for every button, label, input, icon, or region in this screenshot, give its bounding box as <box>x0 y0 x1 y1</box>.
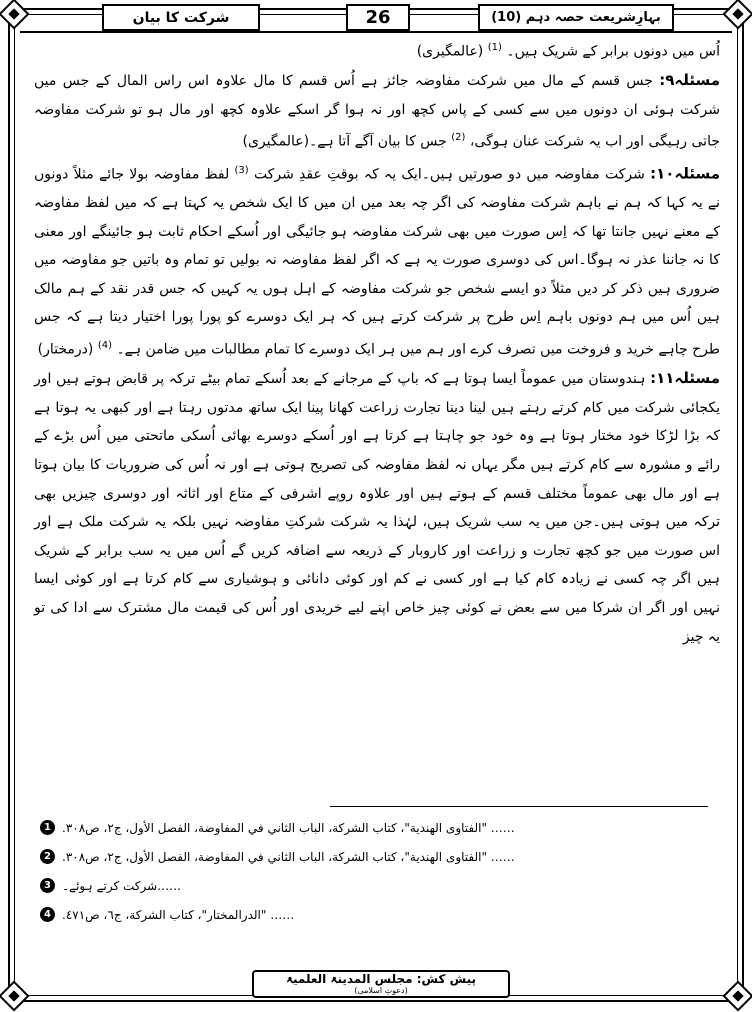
footnote-text: …… "الفتاوى الهندية"، كتاب الشركة، الباب الثاني في المفاوضة، الفصل الأول، ج٢، ص٣٠٨. <box>62 850 515 864</box>
paragraph-text: شرکت مفاوضہ میں دو صورتیں ہیں۔ایک یہ کہ بوقتِ عقدِ شرکت <box>253 166 645 183</box>
paragraph-text: جس قسم کے مال میں شرکت مفاوضہ جائز ہے اُس قسم کا مال علاوہ اس راس المال کے جس میں شرکت ہوئی ان دونوں میں سے کسی کے پاس کچھ اور نہ ہوا گر اسکے علاوہ کچھ اور مال ہو تو شرکت مفاوضہ جاتی رہیگی اور اب یہ شرکت عنان ہوگی، <box>34 73 720 151</box>
footnote-divider <box>330 806 708 807</box>
paragraph <box>34 157 720 364</box>
issue-heading: مسئلہ۹: <box>659 71 720 90</box>
footnote <box>40 818 712 847</box>
footnote-ref[interactable]: (3) <box>234 164 249 176</box>
footnote <box>40 847 712 876</box>
chapter-title: شرکت کا بیان <box>102 4 260 31</box>
publisher-footer <box>252 970 510 998</box>
footnote <box>40 905 712 934</box>
footnote <box>40 876 712 905</box>
page-body <box>34 34 720 651</box>
paragraph-tail: (درمختار) <box>37 341 94 358</box>
paragraph <box>34 364 720 651</box>
footnote-ref[interactable]: (2) <box>451 132 466 144</box>
paragraph <box>34 34 720 66</box>
footnotes <box>40 818 712 934</box>
footnote-number-icon: 3 <box>40 878 55 893</box>
footnote-text: …… "الدرالمختار"، كتاب الشركة، ج٦، ص٤٧١. <box>62 908 295 922</box>
book-title: بہارِشریعت حصہ دہم (10) <box>478 4 674 31</box>
footnote-text: ……شرکت کرتے ہوئے۔ <box>62 879 182 893</box>
paragraph-tail: لفظ مفاوضہ بولا جائے مثلاً دونوں نے یہ کہا کہ ہم نے باہم شرکت مفاوضہ کی اگر چہ بعد میں ان میں کا ایک شخص یہ کہتا ہے کہ میں لفظ مفاوضہ کے معنے نہیں جانتا تھا کہ اِس صورت میں بھی شرکت مفاوضہ ہو جائیگی اور اُسکے احکام ثابت ہو جائینگے اور معنی کا نہ جاننا عذر نہ ہوگا۔اس کی دوسری صورت یہ ہے کہ اگر لفظ مفاوضہ نہ بولیں تو تمام وہ باتیں جو مفاوضہ میں ضروری ہیں ذکر کر دیں مثلاً دو ایسے شخص جو شرکت مفاوضہ کے اہل ہوں یہ کہیں کہ جس قدر نقد کے ہم مالک ہیں اُس میں ہم دونوں باہم اِس طرح پر شرکت کرتے ہیں کہ ہر ایک دوسرے کو پورا پورا اختیار دیتا ہے کہ جس طرح چاہے خرید و فروخت میں تصرف کرے اور ہم میں ہر ایک دوسرے کا تمام مطالبات میں ضامن ہے۔ <box>34 166 720 358</box>
page-number: 26 <box>346 4 410 31</box>
footnote-ref[interactable]: (4) <box>97 339 112 351</box>
footnote-number-icon: 2 <box>40 849 55 864</box>
paragraph-tail: (عالمگیری) <box>416 43 484 60</box>
footnote-number-icon: 1 <box>40 820 55 835</box>
publisher-name: پیش کش: مجلس المدینۃ العلمیۃ <box>285 972 477 986</box>
footnote-text: …… "الفتاوى الهندية"، كتاب الشركة، الباب الثاني في المفاوضة، الفصل الأول، ج٢، ص٣٠٨. <box>62 821 515 835</box>
paragraph <box>34 66 720 156</box>
footnote-number-icon: 4 <box>40 907 55 922</box>
paragraph-tail: جس کا بیان آگے آتا ہے۔(عالمگیری) <box>242 134 447 151</box>
issue-heading: مسئلہ۱۱: <box>650 369 720 388</box>
issue-heading: مسئلہ۱۰: <box>650 164 721 183</box>
publisher-subtitle: (دعوتِ اسلامی) <box>354 986 408 995</box>
paragraph-text: ہندوستان میں عموماً ایسا ہوتا ہے کہ باپ کے مرجانے کے بعد اُسکے تمام بیٹے ترکہ پر قابض ہوتے ہیں اور یکجائی شرکت میں کام کرتے رہتے ہیں لینا دینا تجارت زراعت کھانا پینا ایک ساتھ مدتوں رہتا ہے اور کبھی یہ ہوتا ہے کہ بڑا لڑکا خود مختار ہوتا ہے وہ خود جو چاہتا ہے کرتا ہے اور اُسکے دوسرے بھائی اُسکی ماتحتی میں اُس بڑے کے رائے و مشورہ سے کام کرتے ہیں مگر یہاں نہ لفظ مفاوضہ کی تصریح ہوتی ہے اور نہ اُس کی ضروریات کا بیان ہوتا ہے اور مال بھی عموماً مختلف قسم کے ہوتے ہیں اور علاوہ روپے اشرفی کے متاع اور اثاثہ اور دوسری چیزیں بھی ترکہ میں ہوتی ہیں۔جن میں یہ سب شریک ہیں، لہٰذا یہ شرکت شرکتِ مفاوضہ نہیں بلکہ یہ شرکت ملک ہے اور اس صورت میں جو کچھ تجارت و زراعت اور کاروبار کے ذریعہ سے اضافہ کریں گے اُس میں یہ سب برابر کے شریک ہیں اگر چہ کسی نے زیادہ کام کیا ہے اور کسی نے کم اور کوئی دانائی و ہوشیاری سے کام کرتا ہے اور کوئی ایسا نہیں اور اگر ان شرکا میں سے بعض نے کوئی چیز خاص اپنے لیے خریدی اور اُس کی قیمت مال مشترک سے ادا کی تو یہ چیز <box>34 371 720 645</box>
header-rule <box>20 31 732 33</box>
paragraph-text: اُس میں دونوں برابر کے شریک ہیں۔ <box>506 43 720 60</box>
footnote-ref[interactable]: (1) <box>487 42 502 53</box>
